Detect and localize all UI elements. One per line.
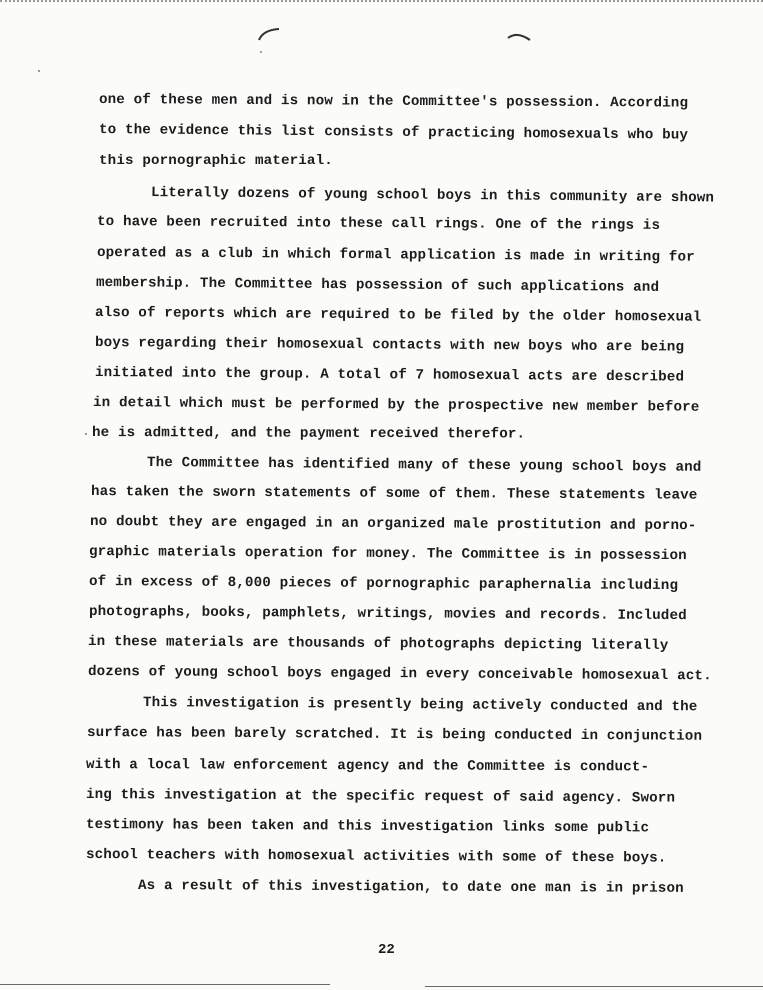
text-line: no doubt they are engaged in an organized male prostitution and porno- bbox=[89, 514, 697, 535]
text-line: boys regarding their homosexual contacts with new boys who are being bbox=[94, 335, 685, 356]
text-line: dozens of young school boys engaged in every conceivable homosexual act. bbox=[87, 664, 712, 685]
text-line: The Committee has identified many of these young school boys and bbox=[146, 455, 702, 476]
text-line: to the evidence this list consists of practicing homosexuals who buy bbox=[98, 122, 689, 144]
text-line: this pornographic material. bbox=[99, 153, 333, 169]
text-line: school teachers with homosexual activities with some of these boys. bbox=[85, 847, 667, 867]
text-line: As a result of this investigation, to date one man is in prison bbox=[137, 878, 684, 897]
text-line: ing this investigation at the specific request of said agency. Sworn bbox=[85, 787, 676, 807]
text-line: has taken the sworn statements of some of them. These statements leave bbox=[90, 484, 698, 504]
text-line: of in excess of 8,000 pieces of pornographic paraphernalia including bbox=[88, 574, 679, 595]
text-line: also of reports which are required to be filed by the older homosexual bbox=[94, 305, 702, 326]
text-line: initiated into the group. A total of 7 homosexual acts are described bbox=[94, 365, 685, 386]
text-line: graphic materials operation for money. The Committee is in possession bbox=[88, 544, 687, 565]
text-line: surface has been barely scratched. It is being conducted in conjunction bbox=[86, 725, 703, 745]
text-line: testimony has been taken and this investigation links some public bbox=[85, 817, 650, 837]
text-line: he is admitted, and the payment received therefor. bbox=[91, 425, 526, 443]
page-number: 22 bbox=[378, 942, 395, 958]
bottom-edge-line bbox=[425, 986, 763, 987]
text-line: Literally dozens of young school boys in this community are shown bbox=[150, 185, 715, 207]
text-line: This investigation is presently being actively conducted and the bbox=[142, 695, 698, 716]
text-line: photographs, books, pamphlets, writings, movies and records. Included bbox=[88, 604, 687, 625]
text-line: one of these men and is now in the Committee's possession. According bbox=[98, 92, 689, 112]
text-line: operated as a club in which formal application is made in writing for bbox=[96, 245, 695, 266]
text-line: to have been recruited into these call rings. One of the rings is bbox=[96, 214, 661, 234]
text-line: with a local law enforcement agency and the Committee is conduct- bbox=[85, 757, 650, 776]
text-line: membership. The Committee has possession of such applications and bbox=[95, 275, 660, 296]
text-line: in these materials are thousands of photographs depicting literally bbox=[87, 634, 669, 655]
text-line: in detail which must be performed by the prospective new member before bbox=[92, 395, 700, 416]
bottom-edge-line bbox=[0, 984, 330, 985]
